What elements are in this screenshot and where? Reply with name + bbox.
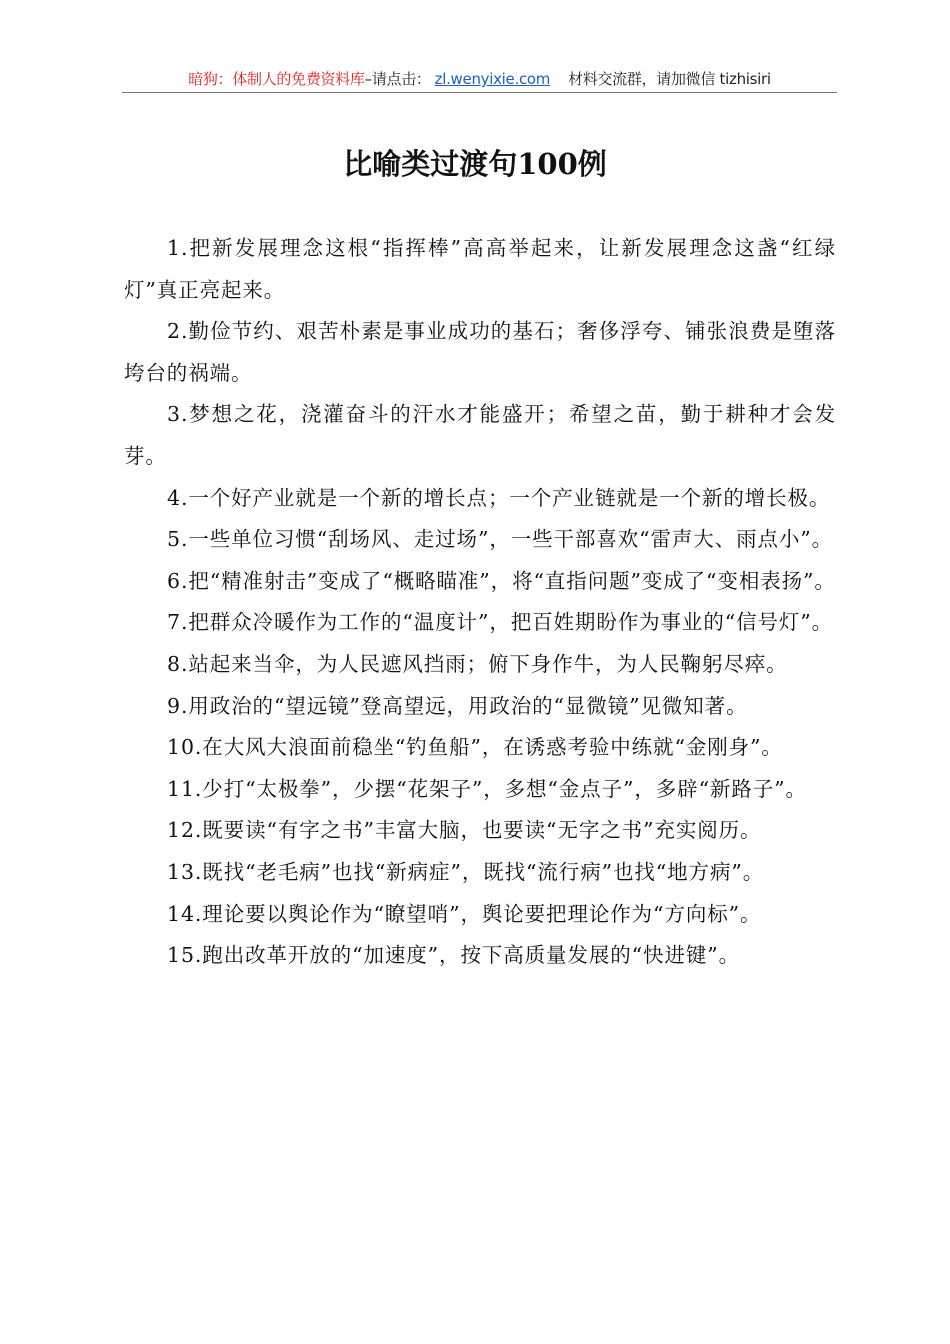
list-item: 2.勤俭节约、艰苦朴素是事业成功的基石；奢侈浮夸、铺张浪费是堕落垮台的祸端。 [124, 319, 836, 385]
list-item: 5.一些单位习惯“刮场风、走过场”，一些干部喜欢“雷声大、雨点小”。 [167, 527, 834, 552]
list-item: 8.站起来当伞，为人民遮风挡雨；俯下身作牛，为人民鞠躬尽瘁。 [167, 651, 788, 676]
list-item: 12.既要读“有字之书”丰富大脑，也要读“无字之书”充实阅历。 [167, 818, 762, 843]
header-divider [122, 92, 837, 93]
list-item: 10.在大风大浪面前稳坐“钓鱼船”，在诱惑考验中练就“金刚身”。 [167, 735, 783, 760]
list-item: 9.用政治的“望远镜”登高望远，用政治的“显微镜”见微知著。 [167, 693, 748, 718]
list-item: 7.把群众冷暖作为工作的“温度计”，把百姓期盼作为事业的“信号灯”。 [167, 610, 834, 635]
list-item: 1.把新发展理念这根“指挥棒”高高举起来，让新发展理念这盏“红绿灯”真正亮起来。 [124, 236, 836, 302]
header-group-text: 材料交流群，请加微信 tizhisiri [568, 70, 771, 88]
list-item: 3.梦想之花，浇灌奋斗的汗水才能盛开；希望之苗，勤于耕种才会发芽。 [124, 402, 836, 468]
list-item: 6.把“精准射击”变成了“概略瞄准”，将“直指问题”变成了“变相表扬”。 [167, 568, 836, 593]
list-item: 13.既找“老毛病”也找“新病症”，既找“流行病”也找“地方病”。 [167, 859, 765, 884]
document-body [124, 228, 836, 977]
header-click-label: –请点击： [364, 70, 431, 88]
page-header [122, 68, 837, 89]
list-item: 11.少打“太极拳”，少摆“花架子”，多想“金点子”，多辟“新路子”。 [167, 776, 807, 801]
list-item: 4.一个好产业就是一个新的增长点；一个产业链就是一个新的增长极。 [167, 485, 831, 510]
header-link[interactable]: zl.wenyixie.com [434, 70, 551, 88]
document-title: 比喻类过渡句100例 [343, 147, 607, 181]
list-item: 14.理论要以舆论作为“瞭望哨”，舆论要把理论作为“方向标”。 [167, 901, 762, 926]
list-item: 15.跑出改革开放的“加速度”，按下高质量发展的“快进键”。 [167, 943, 741, 968]
header-promo: 暗狗：体制人的免费资料库 [188, 70, 365, 88]
